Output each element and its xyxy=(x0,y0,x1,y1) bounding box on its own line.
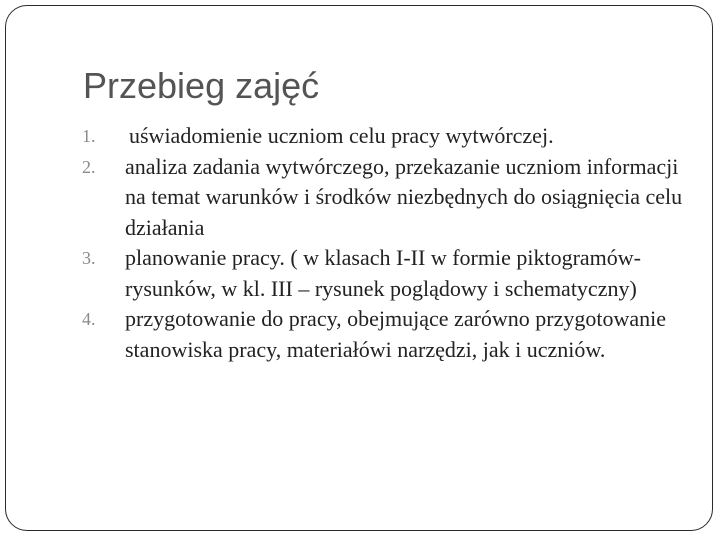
list-item-number: 4. xyxy=(82,309,96,329)
list-item-text: przygotowanie do pracy, obejmujące zarówno przygotowanie stanowiska pracy, materiałówi narzędzi, jak i uczniów. xyxy=(125,306,667,362)
list-item xyxy=(82,243,702,304)
list-item-number: 1. xyxy=(82,126,96,146)
list-item-text: uświadomienie uczniom celu pracy wytwórczej. xyxy=(129,123,554,148)
numbered-list xyxy=(82,121,702,365)
list-item-text: planowanie pracy. ( w klasach I-II w formie piktogramów- rysunków, w kl. III – rysunek poglądowy i schematyczny) xyxy=(125,245,641,301)
list-item xyxy=(82,304,702,365)
list-item xyxy=(82,152,702,244)
slide-frame xyxy=(5,5,713,531)
list-item xyxy=(82,121,702,152)
slide-title: Przebieg zajęć xyxy=(83,65,320,106)
list-item-number: 2. xyxy=(82,156,96,177)
list-item-number: 3. xyxy=(82,248,96,268)
list-item-text: analiza zadania wytwórczego, przekazanie uczniom informacji na temat warunków i środków niezbędnych do osiągnięcia celu działania xyxy=(125,153,683,240)
